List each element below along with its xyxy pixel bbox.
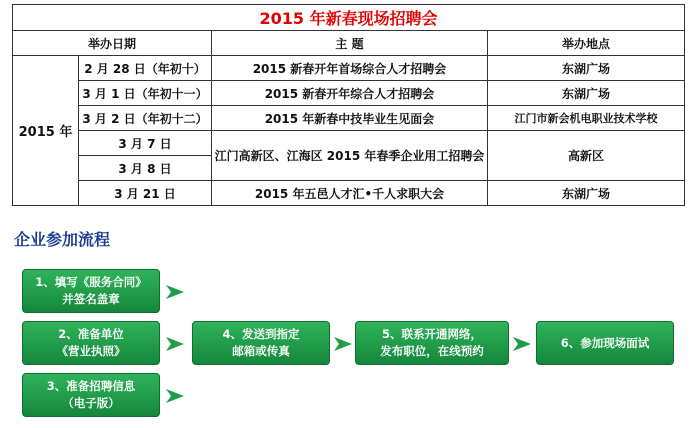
table-title: 2015 年新春现场招聘会 (13, 5, 685, 31)
location-cell: 东湖广场 (488, 56, 685, 81)
step-2-box (22, 321, 160, 365)
header-location: 举办地点 (488, 31, 685, 56)
step-3-line1: 3、准备招聘信息 (46, 379, 136, 393)
table-row (13, 56, 685, 81)
step-3-box (22, 373, 160, 417)
location-cell: 高新区 (488, 131, 685, 181)
step-6-box (536, 321, 674, 365)
date-cell: 3 月 2 日（年初十二） (79, 106, 212, 131)
arrow-icon (164, 387, 186, 405)
header-theme: 主 题 (212, 31, 488, 56)
step-4-line2: 邮箱或传真 (232, 344, 290, 358)
theme-cell: 2015 新春开年首场综合人才招聘会 (212, 56, 488, 81)
step-1-line1: 1、填写《服务合同》 (35, 275, 147, 289)
step-5-line1: 5、联系开通网络， (381, 327, 482, 341)
location-cell: 东湖广场 (488, 181, 685, 206)
table-row (13, 106, 685, 131)
table-row (13, 81, 685, 106)
step-1-line2: 并签名盖章 (62, 292, 120, 306)
date-cell: 2 月 28 日（年初十） (79, 56, 212, 81)
location-cell: 东湖广场 (488, 81, 685, 106)
flow-title: 企业参加流程 (14, 230, 111, 249)
arrow-icon (511, 335, 533, 353)
step-4-box (192, 321, 330, 365)
date-cell: 3 月 1 日（年初十一） (79, 81, 212, 106)
step-5-line2: 发布职位，在线预约 (380, 344, 484, 358)
step-3-line2: （电子版） (62, 396, 120, 410)
arrow-icon (164, 335, 186, 353)
year-cell: 2015 年 (13, 56, 79, 206)
schedule-table (12, 4, 685, 206)
table-row (13, 181, 685, 206)
date-cell: 3 月 21 日 (79, 181, 212, 206)
header-date: 举办日期 (13, 31, 212, 56)
theme-cell: 江门高新区、江海区 2015 年春季企业用工招聘会 (212, 131, 488, 181)
step-2-line2: 《营业执照》 (56, 344, 126, 358)
theme-cell: 2015 新春开年综合人才招聘会 (212, 81, 488, 106)
step-6-line1: 6、参加现场面试 (560, 335, 650, 350)
arrow-icon (332, 335, 354, 353)
step-5-box (355, 321, 509, 365)
table-row (13, 131, 685, 156)
theme-cell: 2015 年五邑人才汇•千人求职大会 (212, 181, 488, 206)
theme-cell: 2015 年新春中技毕业生见面会 (212, 106, 488, 131)
arrow-icon (164, 283, 186, 301)
step-4-line1: 4、发送到指定 (222, 327, 300, 341)
date-cell: 3 月 8 日 (79, 156, 212, 181)
step-1-box (22, 269, 160, 313)
location-cell: 江门市新会机电职业技术学校 (488, 106, 685, 131)
step-2-line1: 2、准备单位 (58, 327, 124, 341)
date-cell: 3 月 7 日 (79, 131, 212, 156)
